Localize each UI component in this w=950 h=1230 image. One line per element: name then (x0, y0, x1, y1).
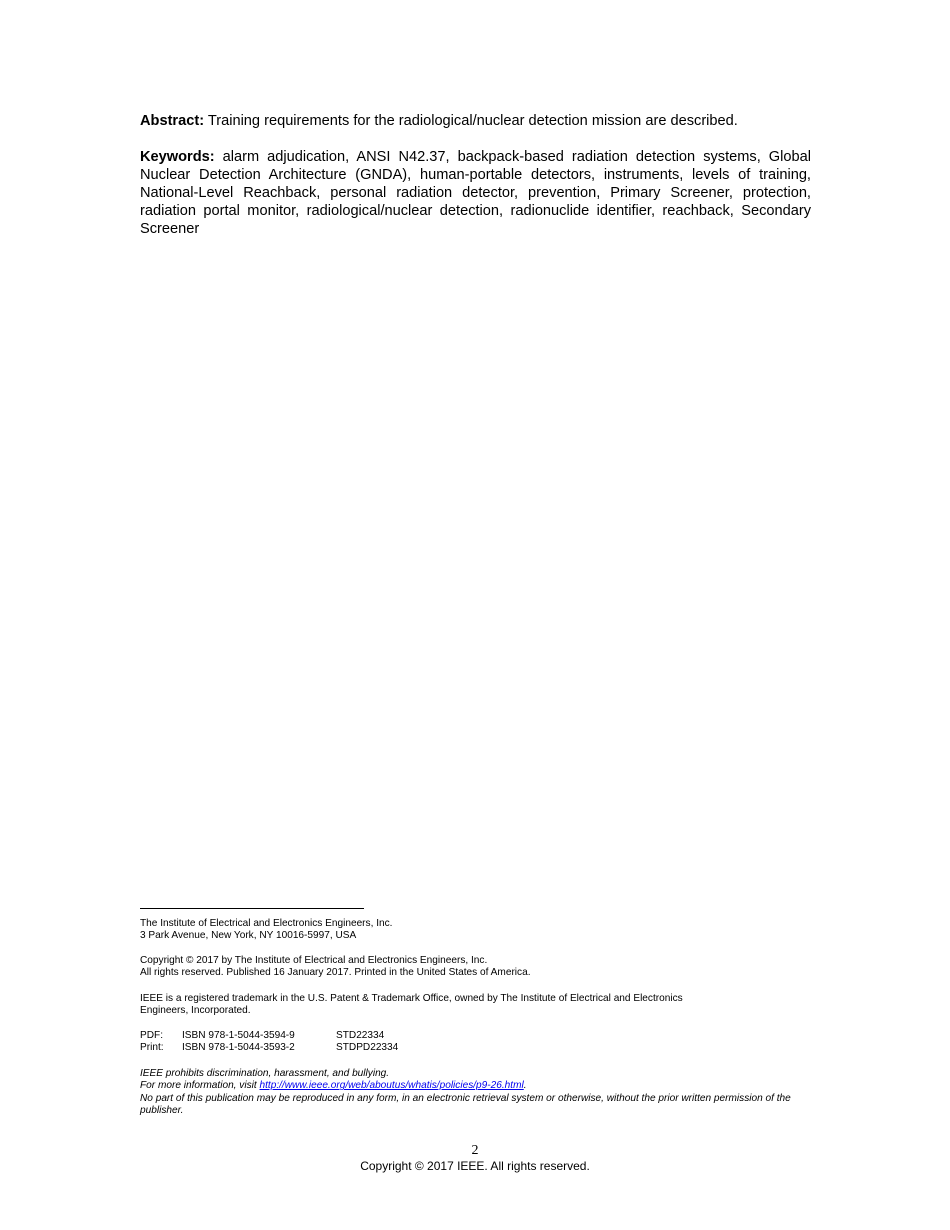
isbn-row-pdf (140, 1030, 812, 1042)
isbn-number: ISBN 978-1-5044-3594-9 (182, 1030, 295, 1041)
keywords-label: Keywords: (140, 149, 215, 165)
copyright-line-1: Copyright © 2017 by The Institute of Electrical and Electronics Engineers, Inc. (140, 955, 488, 966)
isbn-row-print (140, 1042, 812, 1054)
isbn-code: STD22334 (336, 1030, 385, 1041)
policy-block (140, 1068, 812, 1118)
abstract-text: Training requirements for the radiological/nuclear detection mission are described. (207, 113, 738, 129)
footnote-separator (140, 908, 364, 909)
policy-line-1: IEEE prohibits discrimination, harassment, and bullying. (140, 1068, 390, 1079)
abstract-label: Abstract: (140, 113, 205, 129)
policy-line-2 (140, 1080, 812, 1092)
publisher-name: The Institute of Electrical and Electronics Engineers, Inc. (140, 918, 393, 929)
publisher-block (140, 918, 812, 943)
policy-link[interactable]: http://www.ieee.org/web/aboutus/whatis/policies/p9-26.html (259, 1080, 524, 1092)
copyright-block (140, 955, 812, 980)
isbn-number: ISBN 978-1-5044-3593-2 (182, 1042, 295, 1054)
trademark-line-1: IEEE is a registered trademark in the U.S. Patent & Trademark Office, owned by The Institute of Electrical and Electronics (140, 993, 683, 1004)
keywords-text: alarm adjudication, ANSI N42.37, backpack-based radiation detection systems, Global Nuclear Detection Architecture (GNDA), human-portable detectors, instruments, levels of training, National-Level Reachback, personal radiation detector, prevention, Primary Screener, protection, radiation portal monitor, radiological/nuclear detection, radionuclide identifier, reachback, Secondary Screener (140, 149, 811, 237)
isbn-code: STDPD22334 (336, 1042, 399, 1054)
copyright-line-2: All rights reserved. Published 16 January 2017. Printed in the United States of America. (140, 967, 531, 979)
isbn-block (140, 1030, 812, 1055)
trademark-block (140, 993, 812, 1018)
keywords (140, 148, 811, 238)
trademark-line-2: Engineers, Incorporated. (140, 1005, 251, 1017)
isbn-format: Print: (140, 1042, 164, 1054)
isbn-format: PDF: (140, 1030, 163, 1041)
page-number: 2 (471, 1143, 479, 1158)
footer-copyright: Copyright © 2017 IEEE. All rights reserved. (360, 1159, 590, 1173)
abstract (140, 112, 811, 130)
policy-line-3: No part of this publication may be reproduced in any form, in an electronic retrieval system or otherwise, without the prior written permission of the publisher. (140, 1092, 791, 1117)
policy-suffix: . (523, 1080, 527, 1092)
policy-prefix: For more information, visit (140, 1080, 260, 1092)
publisher-address: 3 Park Avenue, New York, NY 10016-5997, USA (140, 930, 357, 942)
